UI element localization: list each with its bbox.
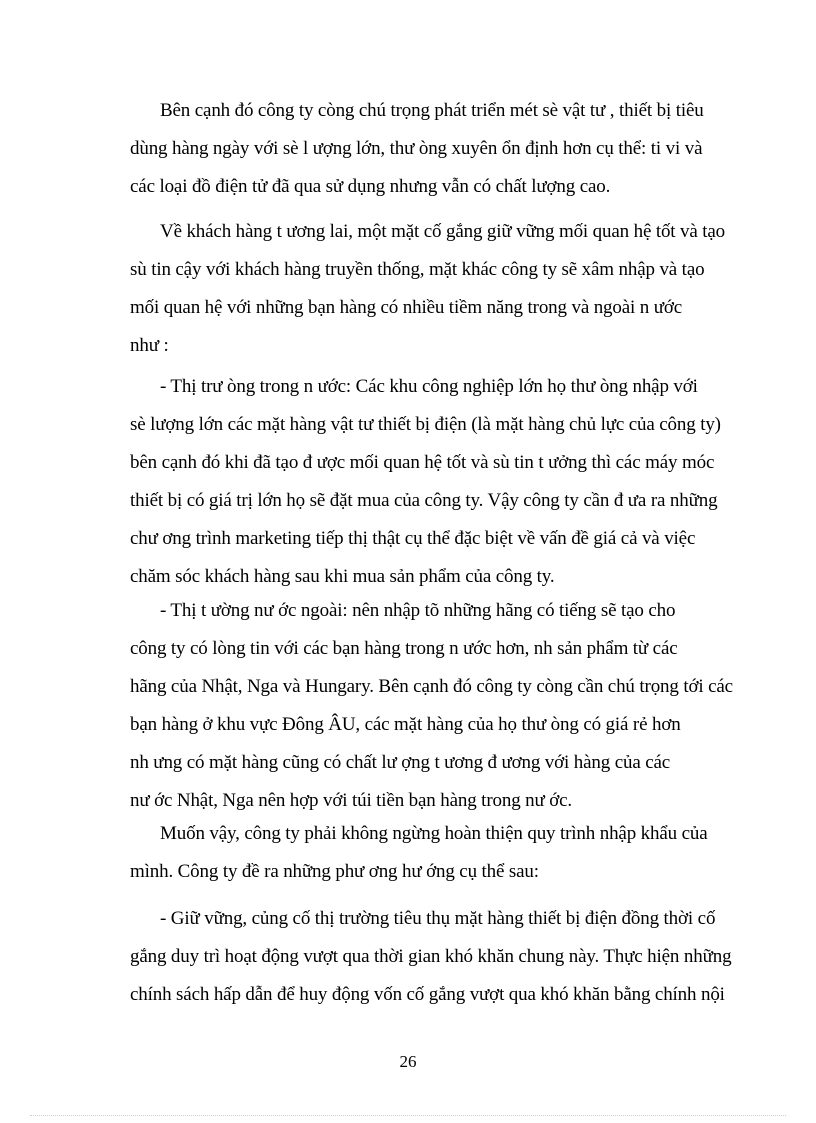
paragraph-5 xyxy=(130,815,740,891)
text-line: bên cạnh đó khi đã tạo đ ược mối quan hệ tốt và sù tin t ưởng thì các máy móc xyxy=(130,452,715,473)
text-line: công ty có lòng tin với các bạn hàng trong n ước hơn, nh sản phẩm từ các xyxy=(130,638,678,659)
text-line: mối quan hệ với những bạn hàng có nhiều tiềm năng trong và ngoài n ước xyxy=(130,297,683,318)
text-line: thiết bị có giá trị lớn họ sẽ đặt mua của công ty. Vậy công ty cần đ ưa ra những xyxy=(130,490,718,511)
text-line: bạn hàng ở khu vực Đông ÂU, các mặt hàng của họ thư òng có giá rẻ hơn xyxy=(130,714,681,735)
text-line: các loại đồ điện tử đã qua sử dụng nhưng vẫn có chất lượng cao. xyxy=(130,176,611,197)
text-line: Về khách hàng t ương lai, một mặt cố gắng giữ vững mối quan hệ tốt và tạo xyxy=(160,221,726,242)
text-line: như : xyxy=(130,335,169,356)
text-line: chư ơng trình marketing tiếp thị thật cụ thể đặc biệt về vấn đề giá cả và việc xyxy=(130,528,696,549)
text-line: dùng hàng ngày với sè l ượng lớn, thư òng xuyên ổn định hơn cụ thể: ti vi và xyxy=(130,138,703,159)
text-line: hãng của Nhật, Nga và Hungary. Bên cạnh đó công ty còng cần chú trọng tới các xyxy=(130,676,733,697)
text-line: chính sách hấp dẫn để huy động vốn cố gắng vượt qua khó khăn bằng chính nội xyxy=(130,984,725,1005)
text-line: - Giữ vững, củng cố thị trường tiêu thụ mặt hàng thiết bị điện đồng thời cố xyxy=(160,908,716,929)
page-number: 26 xyxy=(399,1052,417,1071)
paragraph-3 xyxy=(130,368,740,596)
text-line: Bên cạnh đó công ty còng chú trọng phát triển mét sè vật tư , thiết bị tiêu xyxy=(160,100,704,121)
text-line: nư ớc Nhật, Nga nên hợp với túi tiền bạn hàng trong nư ớc. xyxy=(130,790,573,811)
paragraph-2 xyxy=(130,213,740,365)
text-line: Muốn vậy, công ty phải không ngừng hoàn thiện quy trình nhập khẩu của xyxy=(160,823,708,844)
text-line: - Thị t ường nư ớc ngoài: nên nhập tõ những hãng có tiếng sẽ tạo cho xyxy=(160,600,676,621)
text-line: mình. Công ty đề ra những phư ơng hư ớng cụ thể sau: xyxy=(130,861,539,882)
paragraph-4 xyxy=(130,592,740,820)
text-line: gắng duy trì hoạt động vượt qua thời gian khó khăn chung này. Thực hiện những xyxy=(130,946,732,967)
paragraph-1 xyxy=(130,92,740,206)
paragraph-6 xyxy=(130,900,740,1014)
text-line: sù tin cậy với khách hàng truyền thống, mặt khác công ty sẽ xâm nhập và tạo xyxy=(130,259,705,280)
page-bottom-divider xyxy=(30,1115,786,1116)
text-line: chăm sóc khách hàng sau khi mua sản phẩm của công ty. xyxy=(130,566,555,587)
text-line: nh ưng có mặt hàng cũng có chất lư ợng t ương đ ương với hàng của các xyxy=(130,752,671,773)
text-line: - Thị trư òng trong n ước: Các khu công nghiệp lớn họ thư òng nhập với xyxy=(160,376,698,397)
text-line: sè lượng lớn các mặt hàng vật tư thiết bị điện (là mặt hàng chủ lực của công ty) xyxy=(130,414,721,435)
